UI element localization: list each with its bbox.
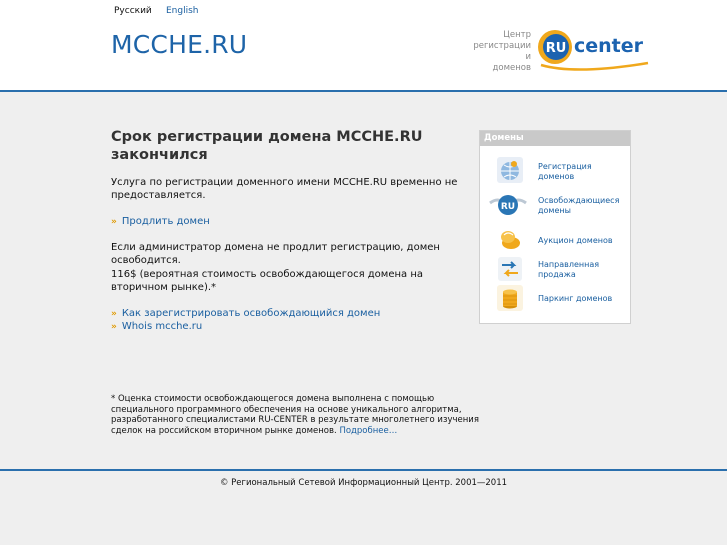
panel-item-parking[interactable] [480, 284, 630, 314]
coins-icon [496, 284, 524, 312]
page-title: Срок регистрации домена MCCHE.RU закончился [111, 129, 423, 163]
whois-link-row [111, 320, 202, 334]
caption-line: Центр [503, 30, 531, 40]
caption-line: доменов [492, 63, 531, 73]
double-arrow-icon: » [111, 217, 117, 227]
header-divider [0, 90, 727, 92]
register-link-row [111, 307, 380, 321]
panel-item-label: Освобождающиеся домены [538, 196, 620, 215]
caption-line: и [525, 52, 531, 62]
panel-item-auction[interactable] [480, 225, 630, 255]
logo-center-text: center [574, 35, 644, 57]
footer-copyright: © Региональный Сетевой Информационный Центр. 2001—2011 [219, 478, 508, 488]
how-to-register-link[interactable]: Как зарегистрировать освобождающийся домен [121, 308, 381, 319]
panel-item-expiring[interactable] [480, 191, 630, 221]
panel-item-label: Аукцион доменов [538, 236, 613, 245]
whois-link[interactable]: Whois mcche.ru [121, 321, 203, 332]
double-arrow-icon: » [111, 309, 117, 319]
logo-ru-text: RU [545, 41, 567, 56]
panel-item-label: Регистрация доменов [538, 162, 592, 181]
caption-line: регистрации [473, 41, 531, 51]
lang-russian-link[interactable]: Русский [114, 6, 152, 16]
arrows-icon [496, 255, 524, 283]
panel-item-label: Направленная продажа [538, 260, 600, 279]
more-details-link[interactable]: Подробнее… [339, 425, 398, 436]
header [0, 0, 727, 92]
price-estimate: 116$ (вероятная стоимость освобождающегося домена на вторичном рынке).* [111, 269, 423, 293]
renew-domain-link[interactable]: Продлить домен [121, 216, 210, 227]
notice-text: Услуга по регистрации доменного имени MCCHE.RU временно не предоставляется. [111, 177, 458, 201]
renew-link-row [111, 215, 210, 229]
ru-badge-icon [488, 191, 528, 219]
double-arrow-icon: » [111, 322, 117, 332]
globe-icon [496, 156, 524, 184]
svg-text:RU: RU [500, 202, 516, 212]
panel-item-registration[interactable] [480, 156, 630, 186]
ru-center-caption [461, 30, 531, 74]
ru-center-logo[interactable] [536, 25, 654, 77]
footer-divider [0, 469, 727, 471]
panel-item-label: Паркинг доменов [538, 294, 613, 303]
site-title: MCCHE.RU [111, 30, 248, 59]
release-notice: Если администратор домена не продлит регистрацию, домен освободится. [111, 242, 440, 266]
auction-icon [496, 225, 524, 253]
lang-english-link[interactable]: English [166, 6, 199, 16]
panel-item-direct-sale[interactable] [480, 255, 630, 285]
domains-panel [479, 130, 631, 324]
footnote-text: * Оценка стоимости освобождающегося домена выполнена с помощью специального программного обеспечения на основе уникального алгоритма, разработанного специалистами RU-CENTER в результате многолетнего изучения сделок на российском вторичном рынке доменов. [111, 394, 479, 436]
footnote [111, 394, 483, 436]
panel-title: Домены [480, 131, 630, 146]
